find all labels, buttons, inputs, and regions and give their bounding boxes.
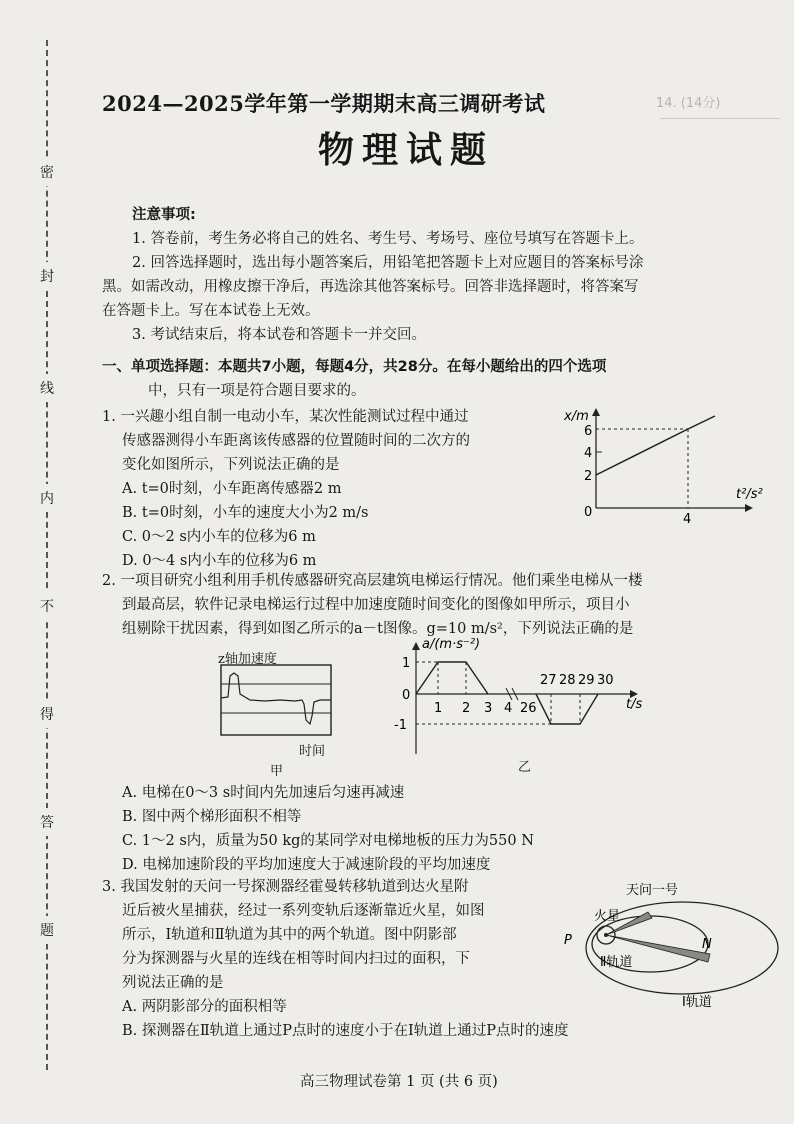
y-tick-label: 4 [584,446,593,461]
trapezoid-decel [536,694,598,724]
y-axis-label: a/(m·s⁻²) [422,637,481,652]
exam-title: 2024—2025学年第一学期期末高三调研考试 [102,91,546,116]
mars-label: 火星 [594,909,621,924]
binding-char: 封 [38,262,56,290]
y-axis-label: x/m [564,409,589,424]
q3-stem: 分为探测器与火星的连线在相等时间内扫过的面积，下 [122,951,470,967]
graph-line [596,429,688,475]
fig-jia-graph [220,664,335,740]
section-heading-cont: 中，只有一项是符合题目要求的。 [148,383,366,399]
q1-option-c: C. 0～2 s内小车的位移为6 m [122,529,316,545]
trapezoid-accel [416,662,488,694]
q1-option-d: D. 0～4 s内小车的位移为6 m [122,553,317,569]
notice-item: 黑。如需改动，用橡皮擦干净后，再选涂其他答案标号。回答非选择题时，将答案写 [102,279,639,295]
binding-char: 内 [38,484,56,512]
fig-yi-caption: 乙 [518,760,532,775]
bleed-through-text: 14. (14分) [656,96,721,111]
q2-option-c: C. 1～2 s内，质量为50 kg的某同学对电梯地板的压力为550 N [122,833,534,849]
q3-option-b: B. 探测器在Ⅱ轨道上通过P点时的速度小于在Ⅰ轨道上通过P点时的速度 [122,1023,569,1039]
notice-item: 1. 答卷前，考生务必将自己的姓名、考生号、考场号、座位号填写在答题卡上。 [132,231,644,247]
q3-stem: 3. 我国发射的天问一号探测器经霍曼转移轨道到达火星附 [102,879,469,895]
fig-jia-title: z轴加速度 [218,652,277,667]
binding-char: 线 [38,374,56,402]
fig-yi-graph [376,636,654,766]
y-tick-label: 1 [402,656,411,671]
x-tick-label: 1 [434,701,443,716]
bleed-through-text [660,118,780,199]
y-axis-arrow [412,642,420,650]
y-tick-label: 6 [584,424,593,439]
q3-stem: 列说法正确的是 [122,975,224,991]
q3-option-a: A. 两阴影部分的面积相等 [122,999,287,1015]
q3-stem: 所示，Ⅰ轨道和Ⅱ轨道为其中的两个轨道。图中阴影部 [122,927,457,943]
origin-label: 0 [584,505,593,520]
q2-stem: 组剔除干扰因素，得到如图乙所示的a－t图像。g=10 m/s²，下列说法正确的是 [122,621,634,637]
graph-line-ext [688,416,715,429]
fig-jia-xlabel: 时间 [299,744,326,759]
x-tick-label: 26 [520,701,537,716]
point-n-label: N [702,937,712,952]
x-tick-label: 4 [504,701,513,716]
subject-title: 物理试题 [318,130,495,171]
q1-option-a: A. t=0时刻，小车距离传感器2 m [122,481,342,497]
notice-heading: 注意事项: [132,207,196,223]
notice-item: 2. 回答选择题时，选出每小题答案后，用铅笔把答题卡上对应题目的答案标号涂 [132,255,644,271]
q2-stem: 2. 一项目研究小组利用手机传感器研究高层建筑电梯运行情况。他们乘坐电梯从一楼 [102,573,643,589]
x-axis-label: t²/s² [736,487,763,502]
orbit2-label: Ⅱ轨道 [600,955,633,970]
x-tick-label: 3 [484,701,493,716]
fig-jia-signal [221,673,331,724]
binding-char: 得 [38,700,56,728]
binding-char: 不 [38,592,56,620]
q2-option-d: D. 电梯加速阶段的平均加速度大于减速阶段的平均加速度 [122,857,491,873]
x-tick-label: 29 [578,673,595,688]
probe-label: 天问一号 [626,883,679,898]
y-tick-label: -1 [394,718,407,733]
q1-stem: 1. 一兴趣小组自制一电动小车，某次性能测试过程中通过 [102,409,469,425]
fig-jia-caption: 甲 [270,764,284,779]
q1-graph [560,404,780,524]
notice-item: 在答题卡上。写在本试卷上无效。 [102,303,320,319]
y-tick-label: 0 [402,688,411,703]
y-axis-arrow [592,408,600,416]
q1-stem: 传感器测得小车距离该传感器的位置随时间的二次方的 [122,433,470,449]
page-footer: 高三物理试卷第 1 页 (共 6 页) [300,1074,498,1090]
point-p-label: P [564,933,572,948]
q1-stem: 变化如图所示，下列说法正确的是 [122,457,340,473]
x-tick-label: 2 [462,701,471,716]
q2-option-a: A. 电梯在0～3 s时间内先加速后匀速再减速 [122,785,405,801]
q2-stem: 到最高层，软件记录电梯运行过程中加速度随时间变化的图像如甲所示，项目小 [122,597,630,613]
q3-stem: 近后被火星捕获，经过一系列变轨后逐渐靠近火星，如图 [122,903,485,919]
q1-option-b: B. t=0时刻，小车的速度大小为2 m/s [122,505,369,521]
q3-orbit-figure [560,878,785,1010]
x-axis-arrow [745,504,753,512]
x-axis-label: t/s [626,697,643,712]
binding-char: 密 [38,158,56,186]
section-heading: 一、单项选择题：本题共7小题，每题4分，共28分。在每小题给出的四个选项 [102,359,607,375]
x-tick-label: 4 [683,512,692,524]
notice-item: 3. 考试结束后，将本试卷和答题卡一并交回。 [132,327,426,343]
x-tick-label: 28 [559,673,576,688]
x-tick-label: 30 [597,673,614,688]
q2-option-b: B. 图中两个梯形面积不相等 [122,809,302,825]
binding-char: 题 [38,916,56,944]
binding-char: 答 [38,808,56,836]
x-tick-label: 27 [540,673,557,688]
y-tick-label: 2 [584,469,593,484]
orbit1-label: Ⅰ轨道 [682,995,712,1010]
